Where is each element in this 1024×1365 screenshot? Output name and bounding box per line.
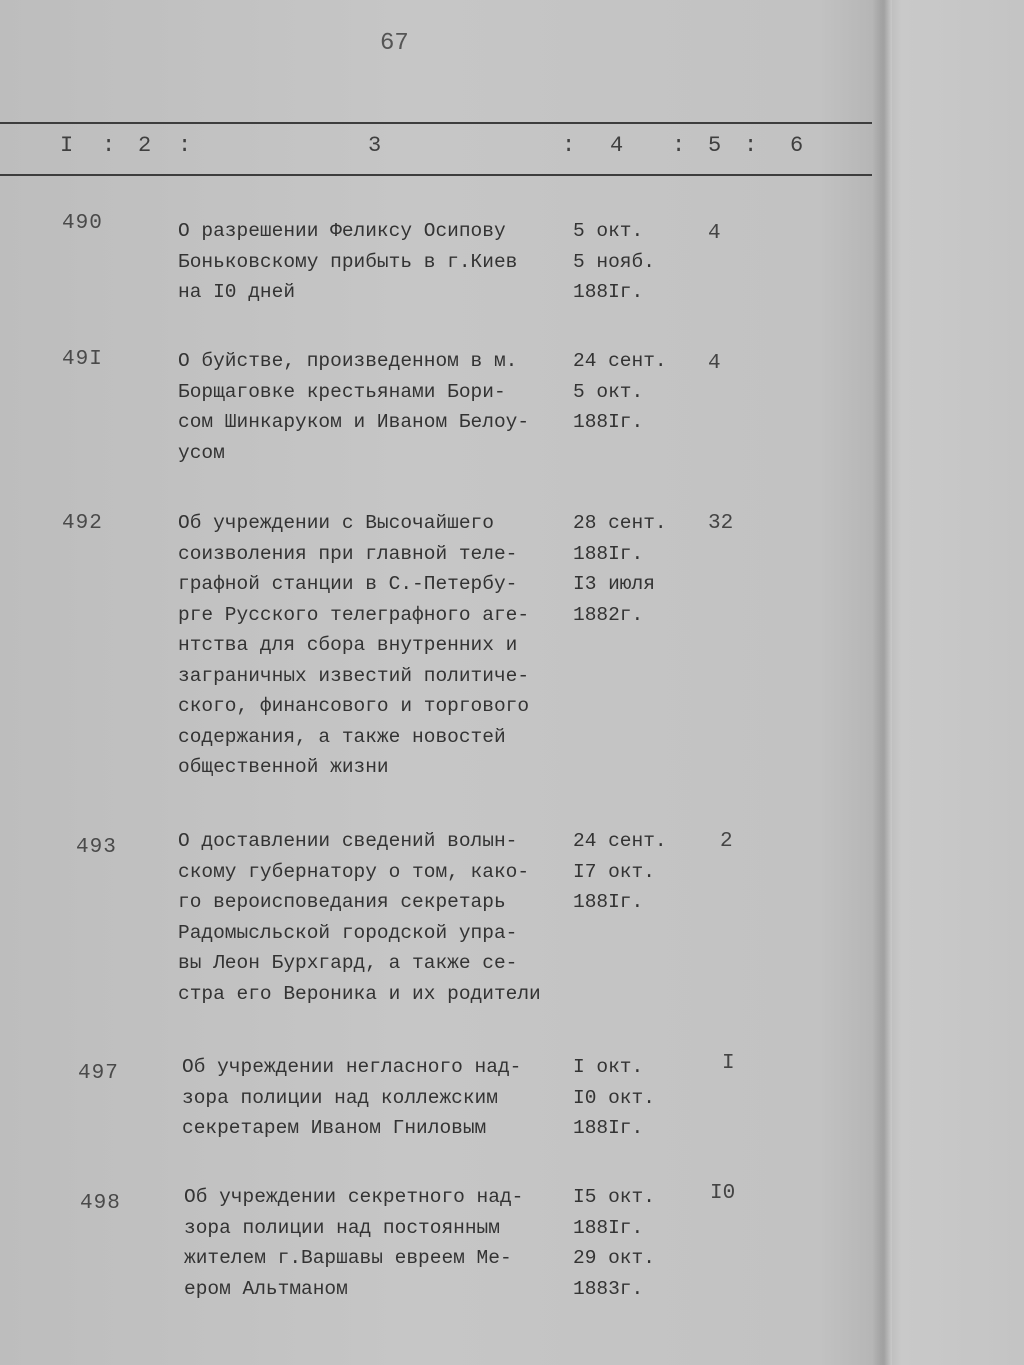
table-header-bottom-rule <box>0 174 872 176</box>
entry-sheet-count: I <box>722 1052 735 1075</box>
entry-number: 493 <box>76 836 117 859</box>
entry-title: Об учреждении секретного над- зора полиции над постоянным жителем г.Варшавы евреем Ме- ером Альтманом <box>184 1186 524 1300</box>
entry-dates: 24 сент. 5 окт. 188Iг. <box>573 350 667 433</box>
entry-number: 490 <box>62 212 103 235</box>
entry-dates: 5 окт. 5 нояб. 188Iг. <box>573 220 655 303</box>
entry-sheet-count: I0 <box>710 1182 736 1205</box>
entry-number: 492 <box>62 512 103 535</box>
entry-title: О доставлении сведений волын- скому губернатору о том, како- го вероисповедания секретарь Радомысльской городской упра- вы Леон Бурхгард, а также се- стра его Вероника и их родители <box>178 830 541 1005</box>
column-separator: : <box>178 133 192 158</box>
entry-sheet-count: 2 <box>720 830 733 853</box>
entry-sheet-count: 32 <box>708 512 734 535</box>
column-separator: : <box>102 133 116 158</box>
entry-dates: 24 сент. I7 окт. 188Iг. <box>573 830 667 913</box>
entry-number: 498 <box>80 1192 121 1215</box>
column-header-3: 3 <box>368 133 382 158</box>
entry-title: О буйстве, произведенном в м. Борщаговке крестьянами Бори- сом Шинкаруком и Иваном Белоу- усом <box>178 350 530 464</box>
table-header-top-rule <box>0 122 872 124</box>
column-header-2: 2 <box>138 133 152 158</box>
page-fold <box>872 0 892 1365</box>
entry-dates: I5 окт. 188Iг. 29 окт. 1883г. <box>573 1186 655 1300</box>
entry-title: О разрешении Феликсу Осипову Боньковскому прибыть в г.Киев на I0 дней <box>178 220 518 303</box>
entry-number: 49I <box>62 348 103 371</box>
entry-dates: I окт. I0 окт. 188Iг. <box>573 1056 655 1139</box>
entry-sheet-count: 4 <box>708 222 721 245</box>
column-separator: : <box>672 133 686 158</box>
column-header-1: I <box>60 133 74 158</box>
entry-number: 497 <box>78 1062 119 1085</box>
page-number: 67 <box>380 30 409 57</box>
column-header-6: 6 <box>790 133 804 158</box>
entry-dates: 28 сент. 188Iг. I3 июля 1882г. <box>573 512 667 626</box>
column-header-4: 4 <box>610 133 624 158</box>
entry-sheet-count: 4 <box>708 352 721 375</box>
column-header-5: 5 <box>708 133 722 158</box>
entry-title: Об учреждении негласного над- зора полиции над коллежским секретарем Иваном Гниловым <box>182 1056 522 1139</box>
column-separator: : <box>562 133 576 158</box>
column-separator: : <box>744 133 758 158</box>
entry-title: Об учреждении с Высочайшего соизволения при главной теле- графной станции в С.-Петербу- рге Русского телеграфного аге- нтства для сбора внутренних и заграничных известий политиче- ского, финансового и торгового содержания, а также новостей общественной жизни <box>178 512 530 778</box>
